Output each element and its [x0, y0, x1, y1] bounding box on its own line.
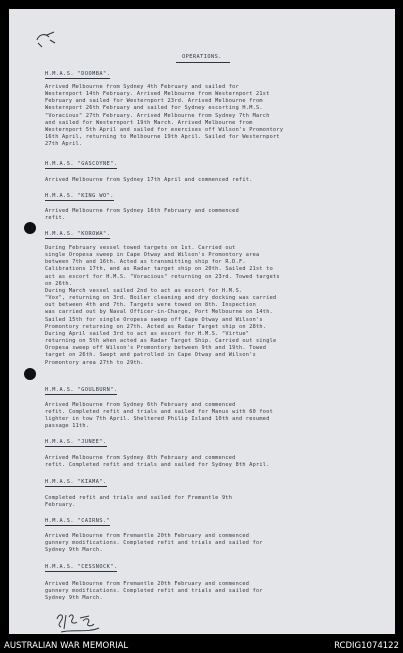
ship-report-goulburn: Arrived Melbourne from Sydney 6th February and commenced refit. Completed refit and trials and sailed for Manus with 60 foot lighter in tow 7th April. Sheltered Philip Island 10th and resumed passage 11th. — [45, 402, 274, 430]
document-page — [9, 9, 395, 634]
archive-reference-id: RCDIG1074122 — [334, 641, 399, 651]
ship-name: H.M.A.S. "KOROWA". — [45, 231, 111, 237]
ship-heading-king-wo — [45, 193, 114, 200]
paper-clip-mark — [35, 31, 57, 49]
ship-report-doomba: Arrived Melbourne from Sydney 4th February and sailed for Westernport 14th February. Arrived Melbourne from Westernport 21st February and sailed for Westernport 23rd. Arrived Melbourne from Westernport 26th February and sailed for Sydney escorting H.M.S. "Voracious" 27th February. Arrived Melbourne from Sydney 7th March and sailed for Westernport 19th March. Arrived Melbourne from Westernport 5th April and sailed for exercises off Wilson's Promontory 16th April, returning to Melbourne 19th April. Sailed for Westernport 27th April. — [45, 84, 284, 148]
ship-report-korowa: During February vessel towed targets on 1st. Carried out single Oropesa sweep in Cape Otway and Wilson's Promontory area between 7th and 16th. Acted as transmitting ship for R.D.F. Calibrations 17th, and as Radar target ship on 20th. Sailed 21st to act as escort for H.M.S. "Voracious" returning on 23rd. Towed targets on 26th. During March vessel sailed 2nd to act as escort for H.M.S. "Vox", returning on 3rd. Boiler cleaning and dry docking was carried out between 4th and 7th. Targets were towed on 8th. Inspection was carried out by Naval Officer-in-Charge, Port Melbourne on 14th. Sailed 15th for single Oropesa sweep off Cape Otway and Wilson's Promontory returning on 27th. Acted as Radar Target ship on 28th. During April sailed 3rd to act as escort for H.M.S. "Virtue" returning on 5th when acted as Radar Target Ship. Carried out single Oropesa sweep off Wilson's Promontory between 9th and 19th. Towed target on 26th. Swept and patrolled in Cape Otway and Wilson's Promontory area 27th to 29th. — [45, 245, 280, 366]
ship-report-kiama: Completed refit and trials and sailed for Fremantle 9th February. — [45, 495, 233, 509]
ship-heading-korowa — [45, 231, 110, 238]
ship-name: H.M.A.S. "GASCOYNE". — [45, 161, 118, 167]
ship-name: H.M.A.S. "CESSNOCK". — [45, 564, 118, 570]
ship-report-junee: Arrived Melbourne from Sydney 8th February and commenced refit. Completed refit and trials and sailed for Sydney 8th April. — [45, 455, 270, 469]
page-heading: OPERATIONS. — [182, 54, 222, 60]
ship-heading-kiama — [45, 479, 107, 486]
punch-hole-bottom — [24, 368, 36, 380]
heading-underline — [176, 62, 230, 63]
ship-name: H.M.A.S. "JUNEE". — [45, 439, 107, 445]
ship-heading-cessnock — [45, 564, 117, 571]
ship-report-gascoyne: Arrived Melbourne from Sydney 17th April and commenced refit. — [45, 177, 253, 183]
ship-name: H.M.A.S. "KING WO". — [45, 193, 114, 199]
archive-name: AUSTRALIAN WAR MEMORIAL — [4, 641, 129, 651]
ship-name: H.M.A.S. "KIAMA". — [45, 479, 107, 485]
ship-name: H.M.A.S. "CAIRNS." — [45, 518, 111, 524]
ship-report-cessnock: Arrived Melbourne from Fremantle 20th February and commenced gunnery modifications. Completed refit and trials and sailed for Sydney 9th March. — [45, 581, 263, 602]
ship-name: H.M.A.S. "DOOMBA". — [45, 71, 111, 77]
ship-heading-doomba — [45, 71, 110, 78]
ship-heading-goulburn — [45, 387, 117, 394]
ship-heading-cairns — [45, 518, 110, 525]
handwritten-signature — [53, 607, 123, 634]
ship-heading-gascoyne — [45, 161, 117, 168]
ship-report-king-wo: Arrived Melbourne from Sydney 16th February and commenced refit. — [45, 208, 239, 222]
ship-heading-junee — [45, 439, 107, 446]
ship-report-cairns: Arrived Melbourne from Fremantle 20th February and commenced gunnery modifications. Completed refit and trials and sailed for Sydney 9th March. — [45, 533, 263, 554]
ship-name: H.M.A.S. "GOULBURN". — [45, 387, 118, 393]
punch-hole-top — [24, 222, 36, 234]
